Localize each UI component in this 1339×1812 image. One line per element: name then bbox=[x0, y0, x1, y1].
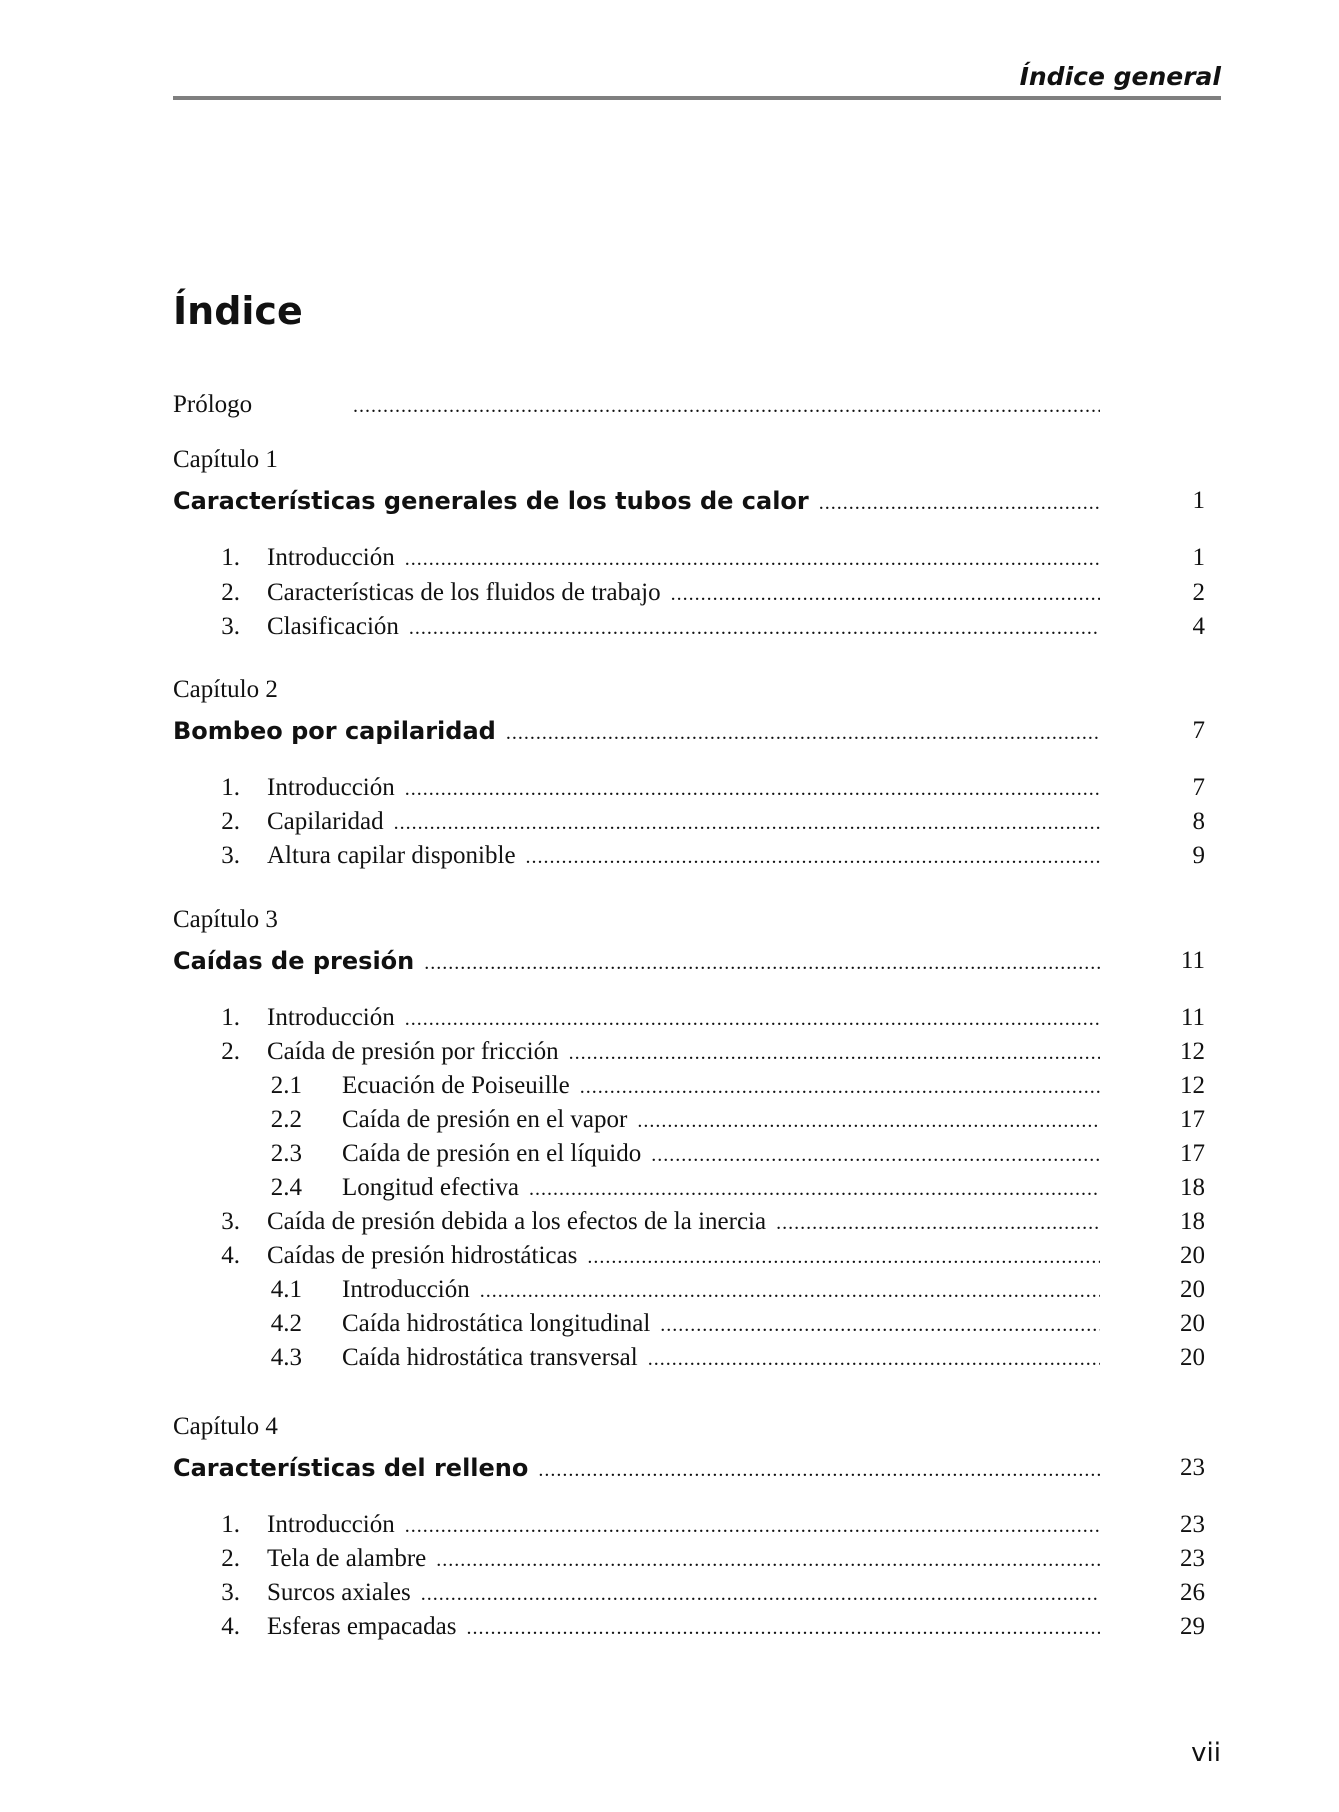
entry-title: Altura capilar disponible bbox=[267, 842, 516, 869]
entry-title: Capilaridad bbox=[267, 808, 384, 835]
entry-line bbox=[267, 541, 1100, 576]
page-number: 1 bbox=[1192, 487, 1205, 514]
dot-leader bbox=[436, 1543, 1100, 1577]
dot-leader bbox=[529, 1172, 1100, 1206]
entry-number: 3. bbox=[221, 1579, 240, 1606]
entry-title: Introducción bbox=[267, 1004, 395, 1031]
entry-title: Introducción bbox=[267, 774, 395, 801]
page-number: 7 bbox=[1192, 774, 1205, 801]
dot-leader bbox=[405, 1509, 1100, 1543]
dot-leader bbox=[394, 806, 1100, 840]
chapter-label: Capítulo 4 bbox=[173, 1413, 278, 1440]
dot-leader bbox=[819, 486, 1100, 520]
dot-leader bbox=[538, 1453, 1100, 1487]
entry-number: 2.2 bbox=[270, 1106, 302, 1133]
section-entry bbox=[0, 1542, 1339, 1576]
page-number: 1 bbox=[1192, 544, 1205, 571]
page-number: 23 bbox=[1180, 1511, 1205, 1538]
entry-title: Características de los fluidos de trabajo bbox=[267, 579, 661, 606]
entry-line bbox=[267, 1610, 1100, 1645]
chapter-entry bbox=[0, 944, 1339, 978]
page-number: 9 bbox=[1192, 842, 1205, 869]
page-folio: vii bbox=[1191, 1738, 1221, 1768]
dot-leader bbox=[648, 1342, 1100, 1376]
dot-leader bbox=[587, 1240, 1100, 1274]
chapter-label: Capítulo 2 bbox=[173, 676, 278, 703]
subsection-entry bbox=[0, 1273, 1339, 1307]
page-number: 7 bbox=[1192, 717, 1205, 744]
subsection-entry bbox=[0, 1341, 1339, 1375]
page-number: 20 bbox=[1180, 1310, 1205, 1337]
page-number: 11 bbox=[1180, 947, 1205, 974]
dot-leader bbox=[651, 1138, 1100, 1172]
page-number: 20 bbox=[1180, 1344, 1205, 1371]
entry-number: 2. bbox=[221, 1545, 240, 1572]
page-number: 18 bbox=[1180, 1208, 1205, 1235]
entry-title: Caídas de presión hidrostáticas bbox=[267, 1242, 578, 1269]
entry-line bbox=[173, 944, 1100, 980]
entry-title: Caída hidrostática transversal bbox=[342, 1344, 638, 1371]
entry-title: Características generales de los tubos de calor bbox=[173, 487, 809, 515]
entry-line bbox=[267, 1576, 1100, 1611]
dot-leader bbox=[776, 1206, 1100, 1240]
dot-leader bbox=[466, 1611, 1100, 1645]
entry-title: Ecuación de Poiseuille bbox=[342, 1072, 570, 1099]
entry-line bbox=[267, 576, 1100, 611]
page-number: 2 bbox=[1192, 579, 1205, 606]
entry-line bbox=[267, 1508, 1100, 1543]
entry-title: Introducción bbox=[267, 1511, 395, 1538]
entry-number: 3. bbox=[221, 1208, 240, 1235]
entry-title: Caída hidrostática longitudinal bbox=[342, 1310, 651, 1337]
subsection-entry bbox=[0, 1137, 1339, 1171]
entry-line bbox=[342, 1069, 1100, 1104]
entry-number: 2. bbox=[221, 1038, 240, 1065]
entry-title: Tela de alambre bbox=[267, 1545, 427, 1572]
entry-title: Introducción bbox=[267, 544, 395, 571]
entry-title: Prólogo bbox=[173, 391, 253, 418]
dot-leader bbox=[424, 946, 1100, 980]
dot-leader bbox=[637, 1104, 1100, 1138]
entry-line bbox=[173, 1451, 1100, 1487]
preface-entry bbox=[0, 388, 1339, 422]
page-number: 29 bbox=[1180, 1613, 1205, 1640]
page-number: 12 bbox=[1180, 1038, 1205, 1065]
entry-number: 4.3 bbox=[270, 1344, 302, 1371]
dot-leader bbox=[353, 389, 1100, 423]
entry-line bbox=[267, 1542, 1100, 1577]
page-number: 17 bbox=[1180, 1106, 1205, 1133]
entry-title: Caída de presión por fricción bbox=[267, 1038, 559, 1065]
page-number: 23 bbox=[1180, 1454, 1205, 1481]
section-entry bbox=[0, 1508, 1339, 1542]
dot-leader bbox=[660, 1308, 1100, 1342]
section-entry bbox=[0, 805, 1339, 839]
entry-number: 2.1 bbox=[270, 1072, 302, 1099]
entry-line bbox=[267, 839, 1100, 874]
entry-line bbox=[267, 771, 1100, 806]
entry-title: Caídas de presión bbox=[173, 947, 415, 975]
page-number: 20 bbox=[1180, 1242, 1205, 1269]
dot-leader bbox=[421, 1577, 1100, 1611]
section-entry bbox=[0, 576, 1339, 610]
chapter-entry bbox=[0, 484, 1339, 518]
page-number: 18 bbox=[1180, 1174, 1205, 1201]
dot-leader bbox=[480, 1274, 1100, 1308]
entry-line bbox=[267, 610, 1100, 645]
page-number: 8 bbox=[1192, 808, 1205, 835]
section-entry bbox=[0, 1576, 1339, 1610]
entry-number: 2.4 bbox=[270, 1174, 302, 1201]
running-header: Índice general bbox=[1019, 62, 1221, 91]
subsection-entry bbox=[0, 1171, 1339, 1205]
section-entry bbox=[0, 610, 1339, 644]
dot-leader bbox=[405, 1002, 1100, 1036]
dot-leader bbox=[580, 1070, 1100, 1104]
entry-title: Longitud efectiva bbox=[342, 1174, 520, 1201]
entry-line bbox=[342, 1103, 1100, 1138]
entry-line bbox=[342, 1341, 1100, 1376]
entry-line bbox=[267, 1035, 1100, 1070]
chapter-entry bbox=[0, 1451, 1339, 1485]
page-number: 23 bbox=[1180, 1545, 1205, 1572]
entry-number: 3. bbox=[221, 613, 240, 640]
page-number: 11 bbox=[1180, 1004, 1205, 1031]
entry-number: 1. bbox=[221, 774, 240, 801]
dot-leader bbox=[506, 716, 1100, 750]
entry-number: 2. bbox=[221, 579, 240, 606]
page-number: 4 bbox=[1192, 613, 1205, 640]
dot-leader bbox=[405, 772, 1100, 806]
entry-title: Caída de presión debida a los efectos de la inercia bbox=[267, 1208, 767, 1235]
chapter-label: Capítulo 3 bbox=[173, 906, 278, 933]
section-entry bbox=[0, 839, 1339, 873]
entry-title: Bombeo por capilaridad bbox=[173, 717, 496, 745]
chapter-label: Capítulo 1 bbox=[173, 446, 278, 473]
entry-number: 4. bbox=[221, 1613, 240, 1640]
section-entry bbox=[0, 1239, 1339, 1273]
section-entry bbox=[0, 1035, 1339, 1069]
entry-line bbox=[342, 1171, 1100, 1206]
section-entry bbox=[0, 1205, 1339, 1239]
entry-title: Introducción bbox=[342, 1276, 470, 1303]
section-entry bbox=[0, 541, 1339, 575]
entry-line bbox=[267, 1001, 1100, 1036]
entry-number: 2. bbox=[221, 808, 240, 835]
dot-leader bbox=[671, 577, 1100, 611]
entry-line bbox=[267, 805, 1100, 840]
entry-line bbox=[173, 714, 1100, 750]
entry-line bbox=[267, 1205, 1100, 1240]
entry-line bbox=[173, 388, 1100, 423]
entry-line bbox=[267, 1239, 1100, 1274]
entry-number: 2.3 bbox=[270, 1140, 302, 1167]
subsection-entry bbox=[0, 1069, 1339, 1103]
entry-number: 3. bbox=[221, 842, 240, 869]
entry-title: Clasificación bbox=[267, 613, 399, 640]
entry-line bbox=[342, 1137, 1100, 1172]
entry-line bbox=[173, 484, 1100, 520]
chapter-entry bbox=[0, 714, 1339, 748]
page-number: 26 bbox=[1180, 1579, 1205, 1606]
dot-leader bbox=[569, 1036, 1100, 1070]
entry-number: 4.2 bbox=[270, 1310, 302, 1337]
entry-title: Surcos axiales bbox=[267, 1579, 411, 1606]
entry-number: 1. bbox=[221, 544, 240, 571]
dot-leader bbox=[526, 840, 1100, 874]
section-entry bbox=[0, 1001, 1339, 1035]
subsection-entry bbox=[0, 1307, 1339, 1341]
page-number: 12 bbox=[1180, 1072, 1205, 1099]
entry-number: 1. bbox=[221, 1004, 240, 1031]
entry-title: Esferas empacadas bbox=[267, 1613, 457, 1640]
entry-line bbox=[342, 1307, 1100, 1342]
entry-number: 4. bbox=[221, 1242, 240, 1269]
section-entry bbox=[0, 771, 1339, 805]
entry-line bbox=[342, 1273, 1100, 1308]
entry-number: 4.1 bbox=[270, 1276, 302, 1303]
dot-leader bbox=[409, 611, 1100, 645]
entry-title: Características del relleno bbox=[173, 1454, 529, 1482]
entry-number: 1. bbox=[221, 1511, 240, 1538]
entry-title: Caída de presión en el líquido bbox=[342, 1140, 642, 1167]
dot-leader bbox=[405, 542, 1100, 576]
subsection-entry bbox=[0, 1103, 1339, 1137]
section-entry bbox=[0, 1610, 1339, 1644]
page-number: 20 bbox=[1180, 1276, 1205, 1303]
page-title: Índice bbox=[173, 289, 303, 333]
entry-title: Caída de presión en el vapor bbox=[342, 1106, 628, 1133]
page-number: 17 bbox=[1180, 1140, 1205, 1167]
